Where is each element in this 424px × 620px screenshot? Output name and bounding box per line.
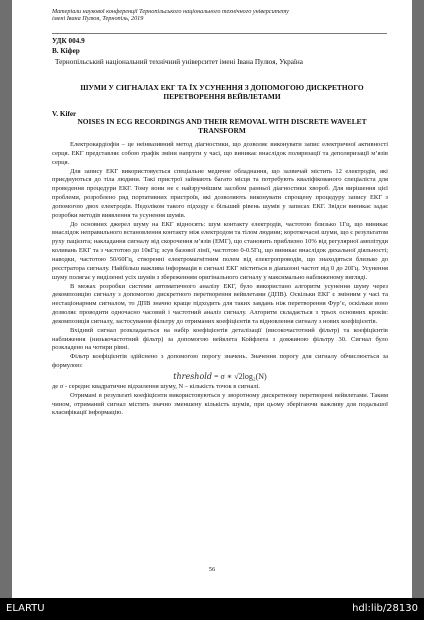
- article-body: [52, 141, 388, 418]
- threshold-formula: [52, 371, 388, 383]
- handle-id: hdl:lib/28130: [352, 603, 418, 614]
- repository-footer: [0, 598, 424, 620]
- formula-rhs: = σ ∗ √2log₂(N): [213, 371, 267, 381]
- paragraph-2: Для запису ЕКГ використовується спеціальне медичне обладнання, що зазвичай містить 12 електродів, які приєднуються до тіла людини. Такі пристрої займають багато місця та потребують кваліфікованого спеціаліста для проведення процедури ЕКГ. Тому вони не є найзручнішим засобом ранньої діагностики хвороб. Для вирішення цієї проблеми, розроблено ряд портативних пристроїв, які дозволяють виконувати спрощену процедуру запису ЕКГ з допомогою двох електродів. Недоліком такого підходу є більший рівень шумів у записах ЕКГ. Звідси виникає задає розробки методів виявлення та усунення шумів.: [52, 167, 388, 219]
- paragraph-final: Отримані в результаті коефіцієнти використовуються у зворотному дискретному перетворені вейвлетами. Таким чином, отриманий сигнал містить значно зменшену кількість шумів, при цьому зберігаючи важливу для подальшої класифікації інформацію.: [52, 391, 388, 417]
- affiliation: Тернопільський національний технічний університет імені Івана Пулюя, Україна: [55, 58, 303, 66]
- formula-lhs: threshold: [173, 371, 212, 381]
- paragraph-3: До основних джерел шуму на ЕКГ відносять: шум контакту електродів, частотою близько 1Гц, що виникає внаслідок неправильного встановлення контакту між електродом та тілом людини; короткочасні шуми, що є результатом руху пацієнта; накладання сигналу від скорочення м’язів (ЕМГ), що становить приблизно 10% від регулярної амплітуди коливань ЕКГ та з частотою до 10кГц; зсув базової лінії, частотою 0-0.5Гц, що виникає внаслідок дихальної діяльності; наводки, частотою 50/60Гц, створенні електромагнітним полем від електропроводів, що знаходяться близько до реєстратора сигналу. Найбільш важлива інформація в сигналі ЕКГ міститься в діапазоні частот від 0 до 20Гц. Усунення шуму полягає у виділенні усіх шумів з збереженням оригінального сигналу у максимально наближеному вигляді.: [52, 220, 388, 281]
- author-ua: В. Кіфер: [52, 47, 80, 55]
- paragraph-4: В межах розробки системи автоматичного аналізу ЕКГ, було використано алгоритм усунення шуму через декомпозицію сигналу з допомогою дискретного перетворення вейвлетами (ДПВ). Оскільки ЕКГ є змінним у часі та нестаціонарним сигналом, то ДПВ значно краще підходить для таких завдань ніж перетворення Фур’є, оскільки воно дозволяє проводити одночасно часовий і частотний аналіз сигналу. Алгоритм складається з трьох основних кроків: декомпозиція сигналу, застосування фільтру до отриманих коефіцієнтів та відновлення сигналу з нових коефіцієнтів.: [52, 282, 388, 325]
- paragraph-5: Вхідний сигнал розкладається на набір коефіцієнтів деталізації (високочастотний фільтр) та коефіцієнтів наближення (низькочастотний фільтр) за допомогою вейвлета Койфлета з довжиною фільтру 30. Сигнал було розкладено на чотири рівні.: [52, 326, 388, 352]
- conference-header-line-2: імені Івана Пулюя, Тернопіль, 2019: [52, 15, 144, 23]
- paragraph-1: Електрокардіофія – це неінвазивний метод діагностики, що дозволяє виконувати запис електричної активності серця. ЕКГ представляє собою графік зміни напруги у часі, що виникає внаслідок поляризації та деполяризації м’язів серця.: [52, 141, 388, 166]
- udk-code: УДК 004.9: [52, 37, 85, 45]
- paragraph-6: Фільтр коефіцієнтів здійснено з допомогою порогу значень. Значення порогу для сигналу обчислюється за формулою:: [52, 353, 388, 370]
- document-page: [12, 0, 412, 598]
- repository-name: ELARTU: [6, 603, 45, 614]
- formula-explanation: де σ - середнє квадратичне відхилення шуму, N – кількість точок в сигналі.: [52, 382, 261, 390]
- page-number: 56: [208, 566, 216, 573]
- author-en: V. Kifer: [52, 110, 77, 118]
- conference-header: [52, 8, 382, 22]
- header-divider: [52, 33, 387, 34]
- title-en: NOISES IN ECG RECORDINGS AND THEIR REMOVAL WITH DISCRETE WAVELET TRANSFORM: [77, 117, 367, 135]
- title-ua: ШУМИ У СИГНАЛАХ ЕКГ ТА ЇХ УСУНЕННЯ З ДОПОМОГОЮ ДИСКРЕТНОГО ПЕРЕТВОРЕННЯ ВЕЙВЛЕТАМИ: [80, 83, 364, 101]
- conference-header-line-1: Матеріали наукової конференції Тернопільського національного технічного університету: [52, 8, 289, 15]
